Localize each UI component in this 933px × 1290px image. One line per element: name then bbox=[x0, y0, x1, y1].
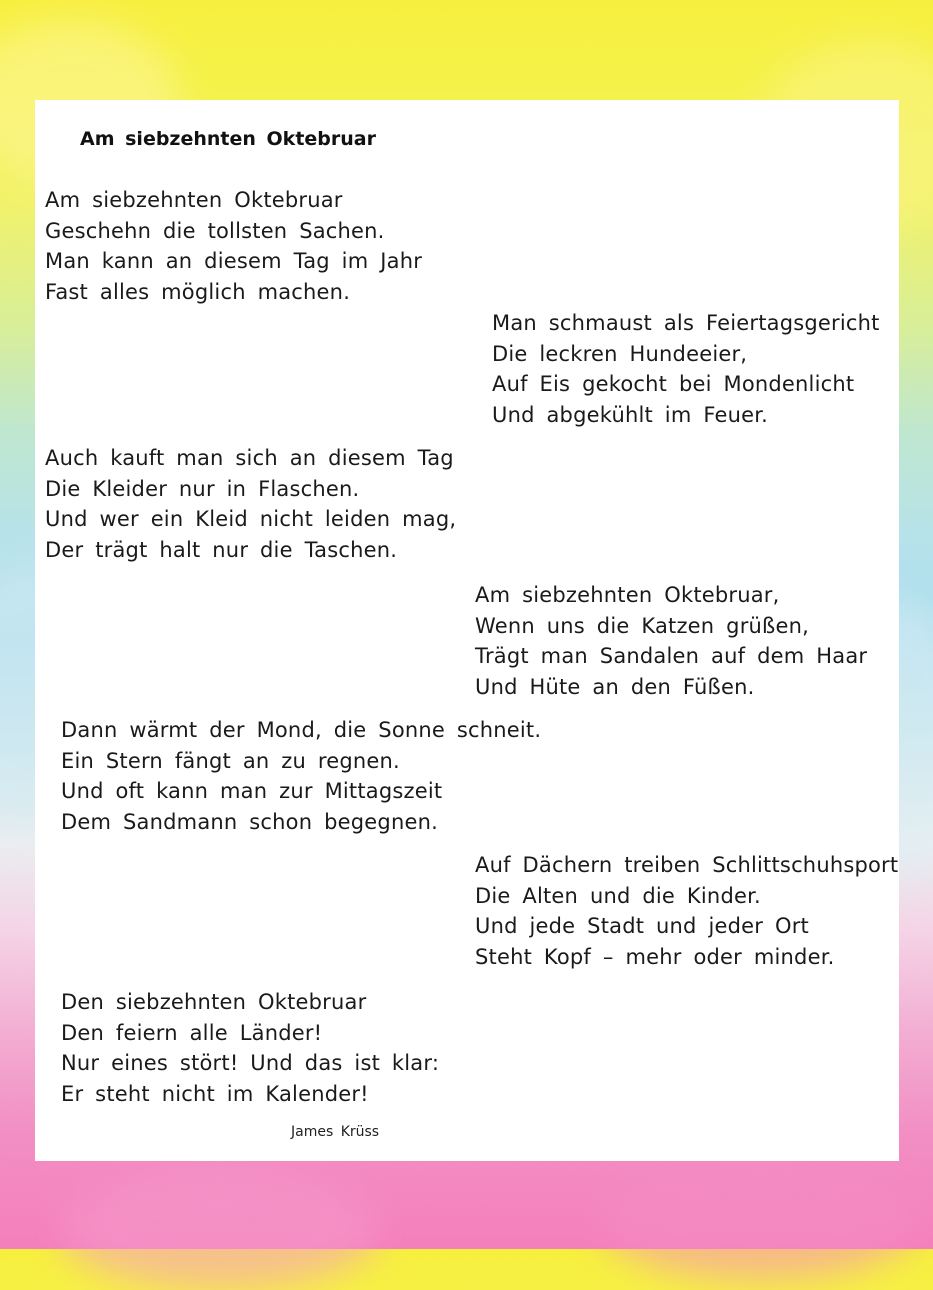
stanza-5 bbox=[61, 715, 541, 837]
stanza-1 bbox=[45, 185, 422, 307]
verse-line: Man kann an diesem Tag im Jahr bbox=[45, 249, 423, 273]
verse-line: Geschehn die tollsten Sachen. bbox=[45, 218, 385, 243]
verse-line: Die Alten und die Kinder. bbox=[475, 883, 761, 908]
verse-line: Wenn uns die Katzen grüßen, bbox=[475, 613, 809, 638]
verse-line: Und Hüte an den Füßen. bbox=[475, 674, 755, 699]
verse-line: Er steht nicht im Kalender! bbox=[61, 1081, 369, 1106]
watercolor-wash bbox=[600, 1160, 920, 1280]
verse-line: Auch kauft man sich an diesem Tag bbox=[45, 446, 454, 470]
verse-line: Der trägt halt nur die Taschen. bbox=[45, 537, 398, 562]
stanza-7 bbox=[61, 987, 439, 1109]
verse-line: Die leckren Hundeeier, bbox=[492, 341, 748, 366]
poem-author: James Krüss bbox=[291, 1124, 380, 1140]
verse-line: Fast alles möglich machen. bbox=[45, 279, 351, 304]
verse-line: Nur eines stört! Und das ist klar: bbox=[61, 1051, 440, 1075]
verse-line: Dann wärmt der Mond, die Sonne schneit. bbox=[61, 718, 542, 742]
verse-line: Den feiern alle Länder! bbox=[61, 1020, 323, 1045]
verse-line: Trägt man Sandalen auf dem Haar bbox=[475, 644, 868, 668]
verse-line: Auf Dächern treiben Schlittschuhsport bbox=[475, 853, 899, 877]
verse-line: Am siebzehnten Oktebruar bbox=[45, 188, 343, 212]
verse-line: Und jede Stadt und jeder Ort bbox=[475, 914, 809, 938]
stanza-2 bbox=[492, 308, 880, 430]
verse-line: Und oft kann man zur Mittagszeit bbox=[61, 779, 443, 803]
verse-line: Die Kleider nur in Flaschen. bbox=[45, 476, 360, 501]
verse-line: Den siebzehnten Oktebruar bbox=[61, 990, 367, 1014]
verse-line: Steht Kopf – mehr oder minder. bbox=[475, 944, 835, 969]
stanza-4 bbox=[475, 580, 867, 702]
verse-line: Ein Stern fängt an zu regnen. bbox=[61, 748, 400, 773]
stanza-3 bbox=[45, 443, 456, 565]
verse-line: Und abgekühlt im Feuer. bbox=[492, 402, 769, 427]
verse-line: Man schmaust als Feiertagsgericht bbox=[492, 311, 880, 335]
poem-title: Am siebzehnten Oktebruar bbox=[80, 128, 376, 150]
verse-line: Und wer ein Kleid nicht leiden mag, bbox=[45, 507, 457, 531]
stanza-6 bbox=[475, 850, 898, 972]
watercolor-wash bbox=[60, 1170, 380, 1290]
poem-sheet bbox=[35, 100, 899, 1161]
verse-line: Am siebzehnten Oktebruar, bbox=[475, 583, 780, 607]
verse-line: Dem Sandmann schon begegnen. bbox=[61, 809, 438, 834]
verse-line: Auf Eis gekocht bei Mondenlicht bbox=[492, 372, 855, 396]
